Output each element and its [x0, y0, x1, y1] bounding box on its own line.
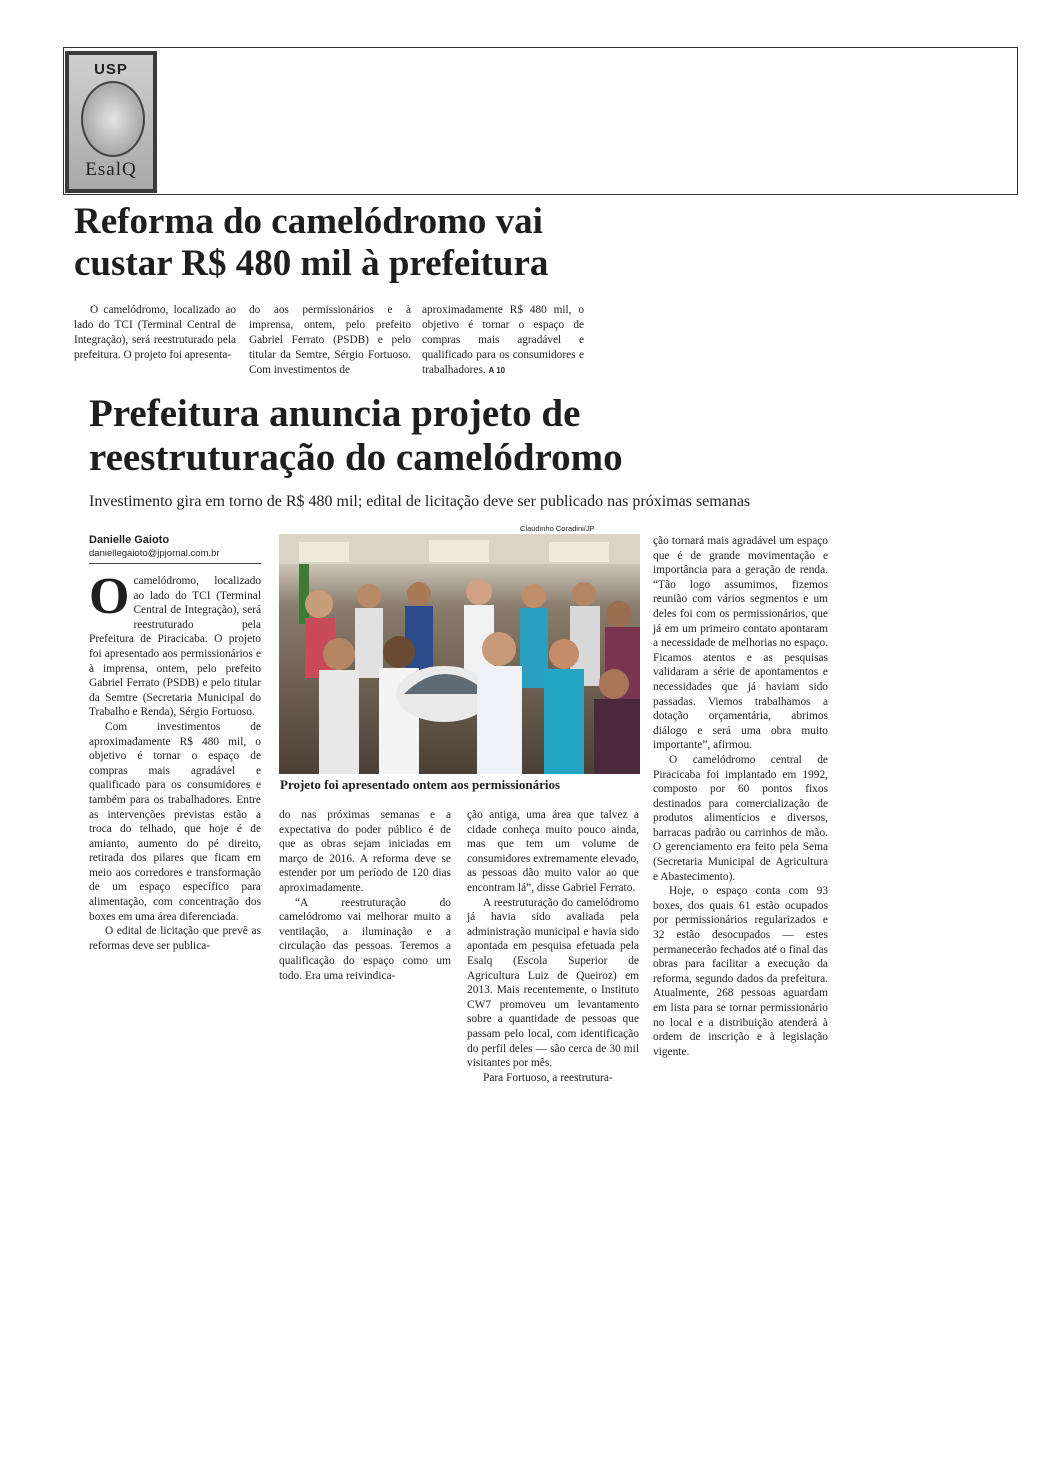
article-paragraph: do nas próximas semanas e a expectativa do poder público é de que as obras sejam iniciadas em março de 2016. A reforma deve se estender por um período de 120 dias aproximadamente.: [279, 809, 451, 894]
article-paragraph: [89, 568, 261, 720]
article-col-1: [89, 568, 261, 953]
summary-col-3: [422, 303, 584, 378]
article-paragraph: ção antiga, uma área que talvez a cidade conheça muito pouco ainda, mas que tem um volume de consumidores extremamente elevado, as pessoas dão muito valor ao que encontram lá”, disse Gabriel Ferrato.: [467, 809, 639, 894]
byline-divider: [89, 563, 261, 564]
photo-caption: Projeto foi apresentado ontem aos permissionários: [280, 777, 561, 792]
summary-text-1: O camelódromo, localizado ao lado do TCI (Terminal Central de Integração), será reestruturado pela prefeitura. O projeto foi apresenta-: [74, 304, 236, 361]
article-subtitle: Investimento gira em torno de R$ 480 mil; edital de licitação deve ser publicado nas próximas semanas: [89, 493, 751, 510]
logo-esalq-text: EsalQ: [85, 159, 137, 180]
usp-esalq-logo: [65, 51, 157, 193]
article-col-2: [279, 808, 451, 983]
article-paragraph: “A reestruturação do camelódromo vai melhorar muito a ventilação, a iluminação e a circulação das pessoas. Teremos a qualificação do espaço como um todo. Era uma reivindica-: [279, 896, 451, 982]
logo-panel: [69, 55, 153, 189]
article-col-4: [653, 534, 828, 1059]
article-paragraph: Com investimentos de aproximadamente R$ 480 mil, o objetivo é tornar o espaço de compras mais agradável e qualificado para os consumidores e também para os trabalhadores. Entre as intervenções previstas estão a troca do telhado, que hoje é de amianto, aumento do pé direito, retirada dos pilares que ficam em meio aos corredores e transformação de um espaço específico para alimentação, com concentração dos boxes em uma área diferenciada.: [89, 720, 261, 923]
article-paragraph: Hoje, o espaço conta com 93 boxes, dos quais 61 estão ocupados por permissionários regularizados e 32 estão desocupados — estes permanecerão fechados até o final das obras para facilitar a execução da reforma, segundo dados da prefeitura. Atualmente, 268 pessoas aguardam em lista para se tornar permissionário no local e a distribuição atenderá à ordem de inscrição e à legislação vigente.: [653, 885, 828, 1058]
article-paragraph: O edital de licitação que prevê as reformas deve ser publica-: [89, 925, 261, 952]
headline-article: Prefeitura anuncia projeto de reestruturação do camelódromo: [89, 392, 623, 479]
header-frame: [63, 47, 1018, 195]
summary-text-2: do aos permissionários e à imprensa, ontem, pelo prefeito Gabriel Ferrato (PSDB) e pelo titular da Semtre, Sérgio Fortuoso. Com investimentos de: [249, 304, 411, 376]
summary-col-1: [74, 303, 236, 363]
paragraph-text: camelódromo, localizado ao lado do TCI (Terminal Central de Integração), será reestruturado pela Prefeitura de Piracicaba. O projeto foi apresentado aos permissionários e à imprensa, ontem, pelo prefeito Gabriel Ferrato (PSDB) e pelo titular da Semtre (Secretaria Municipal do Trabalho e Renda), Sérgio Fortuoso.: [89, 575, 261, 719]
summary-text-3: aproximadamente R$ 480 mil, o objetivo é tornar o espaço de compras mais agradável e qualificado para os consumidores e trabalhadores.: [422, 304, 584, 376]
summary-col-2: [249, 303, 411, 378]
article-col-3: [467, 808, 639, 1085]
article-paragraph: ção tornará mais agradável um espaço que é de grande movimentação e importância para a geração de renda. “Tão logo assumimos, fizemos reunião com vários segmentos e um deles foi com os permissionários, que já em um primeiro contato apontaram a necessidade de melhorias no espaço. Ficamos atentos e as pesquisas validaram a série de apontamentos e necessidades que já haviam sido passadas. Viemos trabalhamos a dotação orçamentária, abrimos diálogo e será uma obra muito importante”, afirmou.: [653, 535, 828, 752]
author-email: daniellegaioto@jpjornal.com.br: [89, 548, 220, 559]
article-paragraph: A reestruturação do camelódromo já havia sido avaliada pela administração municipal e havia sido apontada em pesquisa efetuada pela Esalq (Escola Superior de Agricultura Luiz de Queiroz) em 2013. Mais recentemente, o Instituto CW7 promoveu um levantamento sobre a quantidade de pessoas que passam pelo local, com identificação do perfil deles — são cerca de 30 mil visitantes por mês.: [467, 896, 639, 1070]
article-paragraph: Para Fortuoso, a reestrutura-: [483, 1071, 613, 1084]
page-reference: A 10: [488, 366, 506, 375]
logo-usp-text: USP: [94, 61, 128, 78]
headline-front: Reforma do camelódromo vai custar R$ 480 mil à prefeitura: [74, 201, 549, 284]
photo-credit: Claudinho Coradini/JP: [520, 524, 595, 533]
drop-cap: O: [89, 568, 130, 625]
crowd-illustration: [279, 534, 640, 774]
seal-icon: [81, 81, 145, 157]
article-paragraph: O camelódromo central de Piracicaba foi implantado em 1992, composto por 60 pontos fixos destinados para comercialização de produtos alimentícios e diversos, barracas padrão ou carrinhos de mão. O gerenciamento era feito pela Sema (Secretaria Municipal de Agricultura e Abastecimento).: [653, 753, 828, 883]
author-name: Danielle Gaioto: [89, 534, 170, 546]
event-photo: [279, 534, 640, 774]
